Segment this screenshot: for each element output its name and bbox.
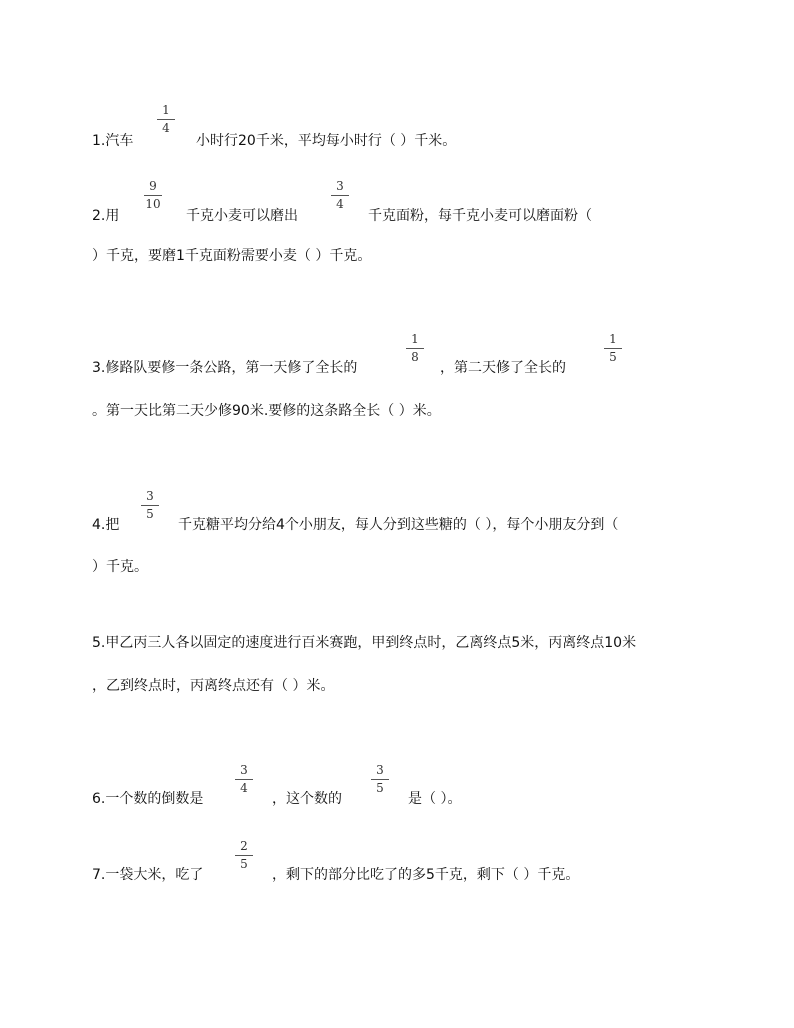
question-4-text-start: 4.把 [92, 517, 120, 533]
fraction-denominator: 10 [145, 197, 161, 211]
fraction-denominator: 8 [411, 350, 419, 364]
fraction-bar [141, 505, 159, 506]
question-2-text-start: 2.用 [92, 208, 120, 224]
fraction-one-quarter [156, 104, 176, 135]
fraction-bar [604, 348, 622, 349]
question-7-text-end: ，剩下的部分比吃了的多5千克，剩下（ ）千克。 [272, 867, 580, 883]
fraction-denominator: 4 [162, 121, 170, 135]
fraction-numerator: 3 [146, 489, 154, 503]
question-5-text-line-2: ，乙到终点时，丙离终点还有（ ）米。 [92, 678, 335, 694]
fraction-denominator: 5 [240, 857, 248, 871]
fraction-nine-tenths [143, 180, 163, 211]
fraction-numerator: 9 [149, 179, 157, 193]
fraction-numerator: 1 [609, 332, 617, 346]
question-4-text-middle: 千克糖平均分给4个小朋友，每人分到这些糖的（ ），每个小朋友分到（ [178, 517, 619, 533]
question-3-text-middle: ，第二天修了全长的 [440, 360, 566, 376]
fraction-three-fifths [140, 490, 160, 521]
fraction-bar [371, 779, 389, 780]
question-4-text-line-2: ）千克。 [92, 559, 148, 575]
fraction-denominator: 5 [146, 507, 154, 521]
question-3-text-line-2: 。第一天比第二天少修90米.要修的这条路全长（ ）米。 [92, 403, 441, 419]
question-1-text-end: 小时行20千米，平均每小时行（ ）千米。 [196, 133, 457, 149]
fraction-numerator: 1 [162, 103, 170, 117]
question-5-text-line-1: 5.甲乙丙三人各以固定的速度进行百米赛跑，甲到终点时，乙离终点5米，丙离终点10米 [92, 635, 637, 651]
fraction-bar [331, 195, 349, 196]
fraction-bar [235, 855, 253, 856]
question-6-text-end: 是（ ）。 [408, 791, 462, 807]
fraction-three-quarters [330, 180, 350, 211]
question-6-text-start: 6.一个数的倒数是 [92, 791, 204, 807]
fraction-bar [144, 195, 162, 196]
fraction-denominator: 5 [609, 350, 617, 364]
fraction-one-fifth [603, 333, 623, 364]
question-7-text-start: 7.一袋大米，吃了 [92, 867, 204, 883]
fraction-numerator: 2 [240, 839, 248, 853]
fraction-numerator: 1 [411, 332, 419, 346]
fraction-denominator: 5 [376, 781, 384, 795]
question-2-text-line-2: ）千克，要磨1千克面粉需要小麦（ ）千克。 [92, 248, 372, 264]
fraction-two-fifths [234, 840, 254, 871]
fraction-bar [406, 348, 424, 349]
fraction-one-eighth [405, 333, 425, 364]
question-2-text-middle: 千克小麦可以磨出 [186, 208, 298, 224]
fraction-denominator: 4 [336, 197, 344, 211]
fraction-bar [157, 119, 175, 120]
question-1-text-start: 1.汽车 [92, 133, 134, 149]
fraction-numerator: 3 [376, 763, 384, 777]
fraction-numerator: 3 [336, 179, 344, 193]
question-3-text-start: 3.修路队要修一条公路，第一天修了全长的 [92, 360, 358, 376]
fraction-three-quarters [234, 764, 254, 795]
fraction-denominator: 4 [240, 781, 248, 795]
question-6-text-middle: ，这个数的 [272, 791, 342, 807]
fraction-bar [235, 779, 253, 780]
fraction-three-fifths [370, 764, 390, 795]
fraction-numerator: 3 [240, 763, 248, 777]
question-2-text-after-fraction: 千克面粉，每千克小麦可以磨面粉（ [368, 208, 592, 224]
